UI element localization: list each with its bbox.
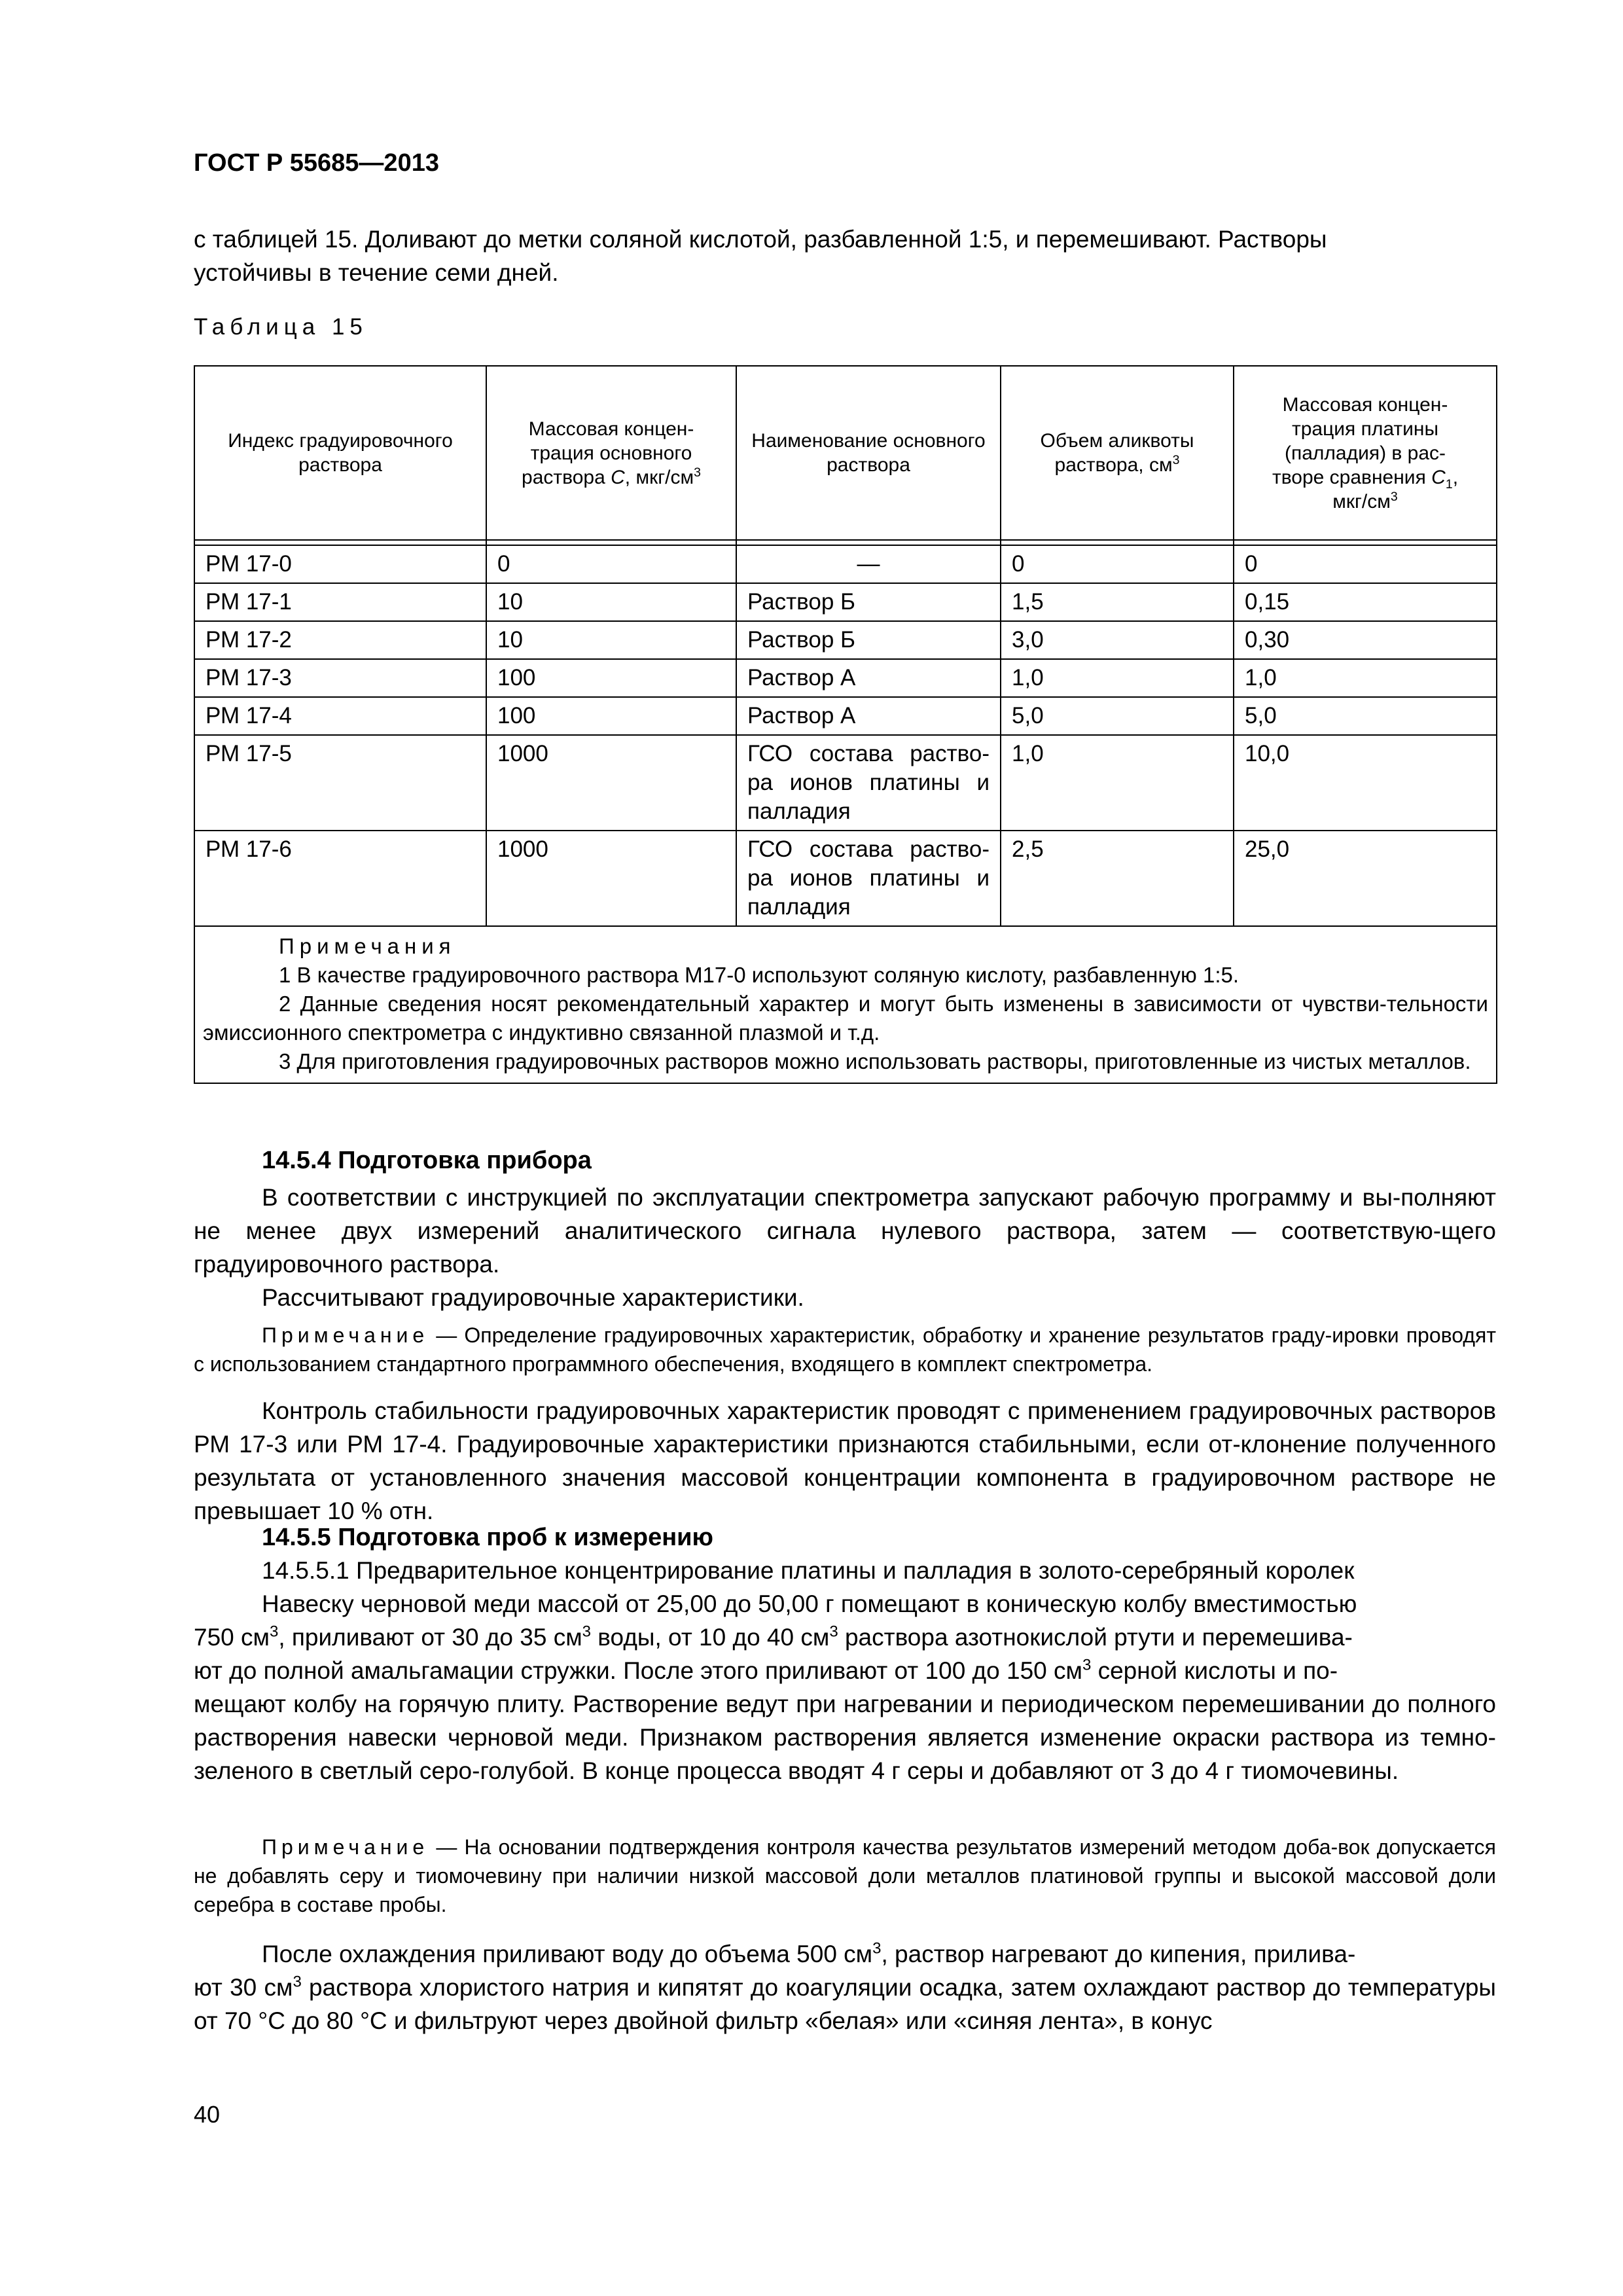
table-row: РМ 17-0 0 — 0 0: [194, 545, 1497, 583]
header-concentration-unit: раствора C, мкг/$см^3$: [522, 465, 701, 488]
table-label: Таблица 15: [194, 314, 368, 340]
table-row: РМ 17-4 100 Раствор А 5,0 5,0: [194, 697, 1497, 735]
section-heading-1454: 14.5.4 Подготовка прибора: [262, 1147, 592, 1174]
table-row: РМ 17-2 10 Раствор Б 3,0 0,30: [194, 621, 1497, 659]
subsection-14551: 14.5.5.1 Предварительное концентрирование платины и палладия в золото-серебряный королек: [262, 1557, 1355, 1584]
table-header-row: [194, 366, 1497, 540]
table-row: РМ 17-6 1000 ГСО состава раство-ра ионов платины и палладия 2,5 25,0: [194, 831, 1497, 926]
header-c1-unit: мкг/$см^3$: [1332, 489, 1398, 512]
intro-line-2: устойчивы в течение семи дней.: [194, 259, 559, 286]
note-label: Примечание: [262, 1323, 429, 1347]
note-text: — На основании подтверждения контроля качества результатов измерений методом доба-вок допускается не добавлять серу и тиомочевину при наличии низкой массовой доли металлов платиновой группы и высокой массовой доли серебра в составе пробы.: [194, 1835, 1496, 1916]
calibration-table: [194, 365, 1497, 1084]
header-aliquot-volume: Объем аликвоты раствора, $см^3$: [1001, 366, 1234, 540]
header-c1: творе сравнения $C_1$,: [1272, 466, 1459, 492]
header-separator: [194, 540, 1497, 545]
note-3: 3 Для приготовления градуировочных растворов можно использовать растворы, приготовленные из чистых металлов.: [279, 1049, 1471, 1073]
note-2: 2 Данные сведения носят рекомендательный характер и могут быть изменены в зависимости от чувстви-тельности эмиссионного спектрометра с индуктивно связанной плазмой и т.д.: [203, 992, 1488, 1045]
table-row: РМ 17-3 100 Раствор А 1,0 1,0: [194, 659, 1497, 697]
page-number: 40: [194, 2101, 221, 2128]
table-row: РМ 17-1 10 Раствор Б 1,5 0,15: [194, 583, 1497, 621]
header-volume-unit: раствора, $см^3$: [1054, 453, 1180, 476]
table-notes-row: [194, 926, 1497, 1083]
standard-code: ГОСТ Р 55685—2013: [194, 149, 439, 177]
section-1455-paragraph-2: После охлаждения приливают воду до объема 500 $см^3$, раствор нагревают до кипения, прилива- ют 30 $см^3$ раствора хлористого натрия и кипятят до коагуляции осадка, затем охлаждают раствор до температуры от 70 °С до 80 °С и фильтруют через двойной фильтр «белая» или «синяя лента», в конус: [194, 1939, 1496, 2034]
intro-paragraph: [194, 223, 1496, 289]
header-index: Индекс градуировочного раствора: [194, 366, 486, 540]
section-1455-note: [194, 1833, 1496, 1919]
note-label: Примечание: [262, 1835, 429, 1859]
section-1455-body: 14.5.5.1 Предварительное концентрирование платины и палладия в золото-серебряный королек Навеску черновой меди массой от 25,00 до 50,00 г помещают в коническую колбу вместимостью 750 $см^3$, приливают от 30 до 35 $см^3$ воды, от 10 до 40 $см^3$ раствора азотнокислой ртути и перемешива- ют до полной амальгамации стружки. После этого приливают от 100 до 150 $см^3$ серной кислоты и по- мещают колбу на горячую плиту. Растворение ведут при нагревании и периодическом перемешивании до полного растворения навески черновой меди. Признаком растворения является изменение окраски раствора из темно-зеленого в светлый серо-голубой. В конце процесса вводят 4 г серы и добавляют от 3 до 4 г тиомочевины.: [194, 1554, 1496, 1787]
notes-title: Примечания: [279, 934, 456, 958]
header-solution-name: Наименование основного раствора: [736, 366, 1001, 540]
intro-line-1: с таблицей 15. Доливают до метки соляной кислотой, разбавленной 1:5, и перемешивают. Растворы: [194, 226, 1327, 253]
section-1454-paragraph-3: Контроль стабильности градуировочных характеристик проводят с применением градуировочных растворов РМ 17-3 или РМ 17-4. Градуировочные характеристики признаются стабильными, если от-клонение полученного результата от установленного значения массовой концентрации компонента в градуировочном растворе не превышает 10 % отн.: [194, 1397, 1496, 1524]
table-row: РМ 17-5 1000 ГСО состава раство-ра ионов платины и палладия 1,0 10,0: [194, 735, 1497, 831]
note-1: 1 В качестве градуировочного раствора М17-0 используют соляную кислоту, разбавленную 1:5.: [279, 963, 1240, 987]
note-text: — Определение градуировочных характеристик, обработку и хранение результатов граду-ировки проводят с использованием стандартного программного обеспечения, входящего в комплект спектрометра.: [194, 1323, 1496, 1376]
header-comparison-concentration: Массовая концен- трация платины (палладия) в рас- творе сравнения $C_1$, мкг/$см^3$: [1234, 366, 1497, 540]
section-heading-1455: 14.5.5 Подготовка проб к измерению: [262, 1524, 713, 1551]
section-1454-note: [194, 1321, 1496, 1378]
header-concentration: Массовая концен- трация основного раствора C, мкг/$см^3$: [486, 366, 736, 540]
section-1454-paragraph-1: В соответствии с инструкцией по эксплуатации спектрометра запускают рабочую программу и вы-полняют не менее двух измерений аналитического сигнала нулевого раствора, затем — соответствую-щего градуировочного раствора. Рассчитывают градуировочные характеристики.: [194, 1184, 1496, 1311]
